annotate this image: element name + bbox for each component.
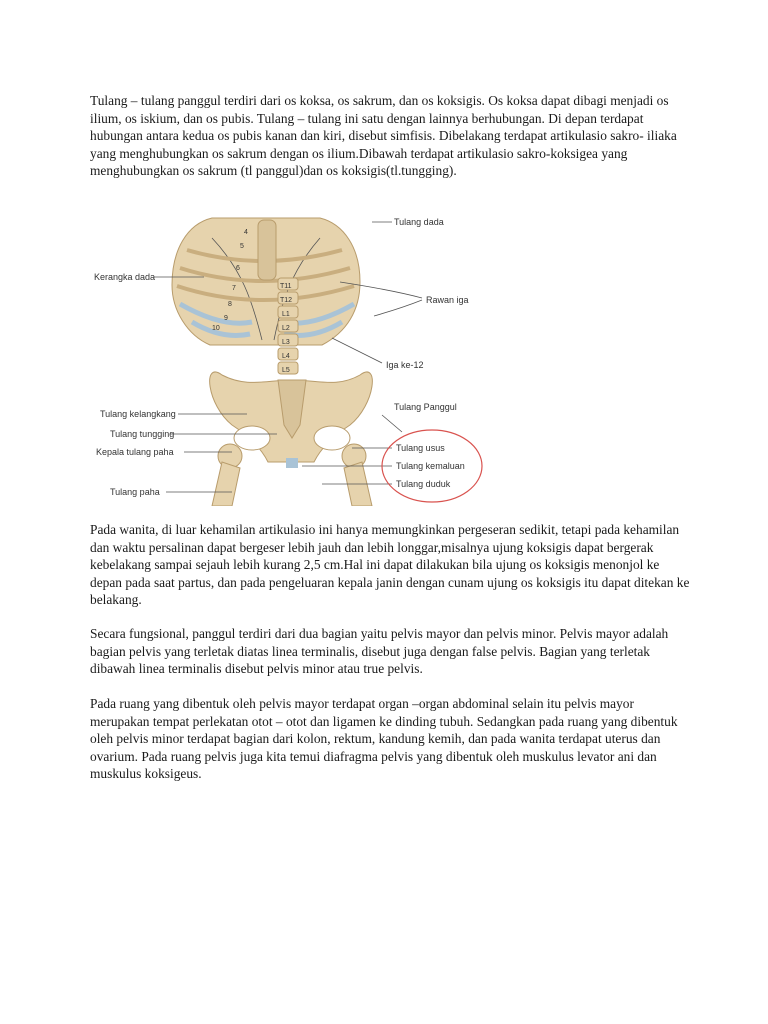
skeleton-figure (92, 210, 492, 506)
vertebra-label: L4 (282, 353, 290, 360)
rib-number: 10 (212, 325, 220, 332)
label-tulang-tungging: Tulang tungging (110, 429, 175, 439)
skeleton-illustration (92, 210, 492, 506)
vertebra-label: L1 (282, 311, 290, 318)
vertebra-label: L2 (282, 325, 290, 332)
label-tulang-kemaluan: Tulang kemaluan (396, 461, 465, 471)
vertebra-label: T11 (280, 283, 292, 290)
paragraph-2: Pada wanita, di luar kehamilan artikulasio ini hanya memungkinkan pergeseran sedikit, tetapi pada kehamilan dan waktu persalinan dapat bergeser lebih jauh dan lebih longgar,misalnya ujung koksigis dapat bergerak kebelakang sampai sejauh lebih kurang 2,5 cm.Hal ini dapat dilakukan bila ujung os koksigis menonjol ke depan pada saat partus, dan pada pengeluaran kepala janin dengan cunam ujung os koksigis itu dapat ditekan ke belakang. (90, 522, 690, 608)
paragraph-1: Tulang – tulang panggul terdiri dari os koksa, os sakrum, dan os koksigis. Os koksa dapat dibagi menjadi os ilium, os iskium, dan os pubis. Tulang – tulang ini satu dengan lainnya berhubungan. Di depan terdapat hubungan antara kedua os pubis kanan dan kiri, disebut simfisis. Dibelakang terdapat artikulasio sakro- iliaka yang menghubungkan os sakrum dengan os ilium.Dibawah terdapat artikulasio sakro-koksigea yang menghubungkan os sakrum (tl panggul)dan os koksigis(tl.tungging). (90, 93, 677, 179)
rib-number: 7 (232, 285, 236, 292)
label-tulang-paha: Tulang paha (110, 487, 160, 497)
label-tulang-duduk: Tulang duduk (396, 479, 451, 489)
vertebra-label: L5 (282, 367, 290, 374)
label-kerangka-dada: Kerangka dada (94, 272, 156, 282)
rib-number: 4 (244, 229, 248, 236)
vertebra-label: T12 (280, 297, 293, 304)
paragraph-3: Secara fungsional, panggul terdiri dari dua bagian yaitu pelvis mayor dan pelvis minor. Pelvis mayor adalah bagian pelvis yang terletak diatas linea terminalis, disebut juga dengan false pelvis. Bagian yang terletak dibawah linea terminalis disebut pelvis minor atau true pelvis. (90, 626, 669, 677)
vertebra-label: L3 (282, 339, 290, 346)
rib-number: 5 (240, 243, 244, 250)
rib-number: 6 (236, 265, 240, 272)
label-tulang-panggul: Tulang Panggul (394, 402, 457, 412)
label-iga-ke-12: Iga ke-12 (386, 360, 424, 370)
paragraph-4: Pada ruang yang dibentuk oleh pelvis mayor terdapat organ –organ abdominal selain itu pelvis mayor merupakan tempat perlekatan otot – otot dan ligamen ke dinding tubuh. Sedangkan pada ruang yang dibentuk oleh pelvis minor terdapat bagian dari kolon, rektum, kandung kemih, dan pada wanita terdapat uterus dan ovarium. Pada ruang pelvis juga kita temui diafragma pelvis yang dibentuk oleh muskulus levator ani dan muskulus koksigeus. (90, 696, 678, 782)
label-kepala-tulang-paha: Kepala tulang paha (96, 447, 174, 457)
label-rawan-iga: Rawan iga (426, 295, 469, 305)
label-tulang-usus: Tulang usus (396, 443, 445, 453)
rib-number: 9 (224, 315, 228, 322)
label-tulang-dada: Tulang dada (394, 217, 444, 227)
rib-number: 8 (228, 301, 232, 308)
ribcage-shape (172, 218, 360, 345)
label-tulang-kelangkang: Tulang kelangkang (100, 409, 176, 419)
